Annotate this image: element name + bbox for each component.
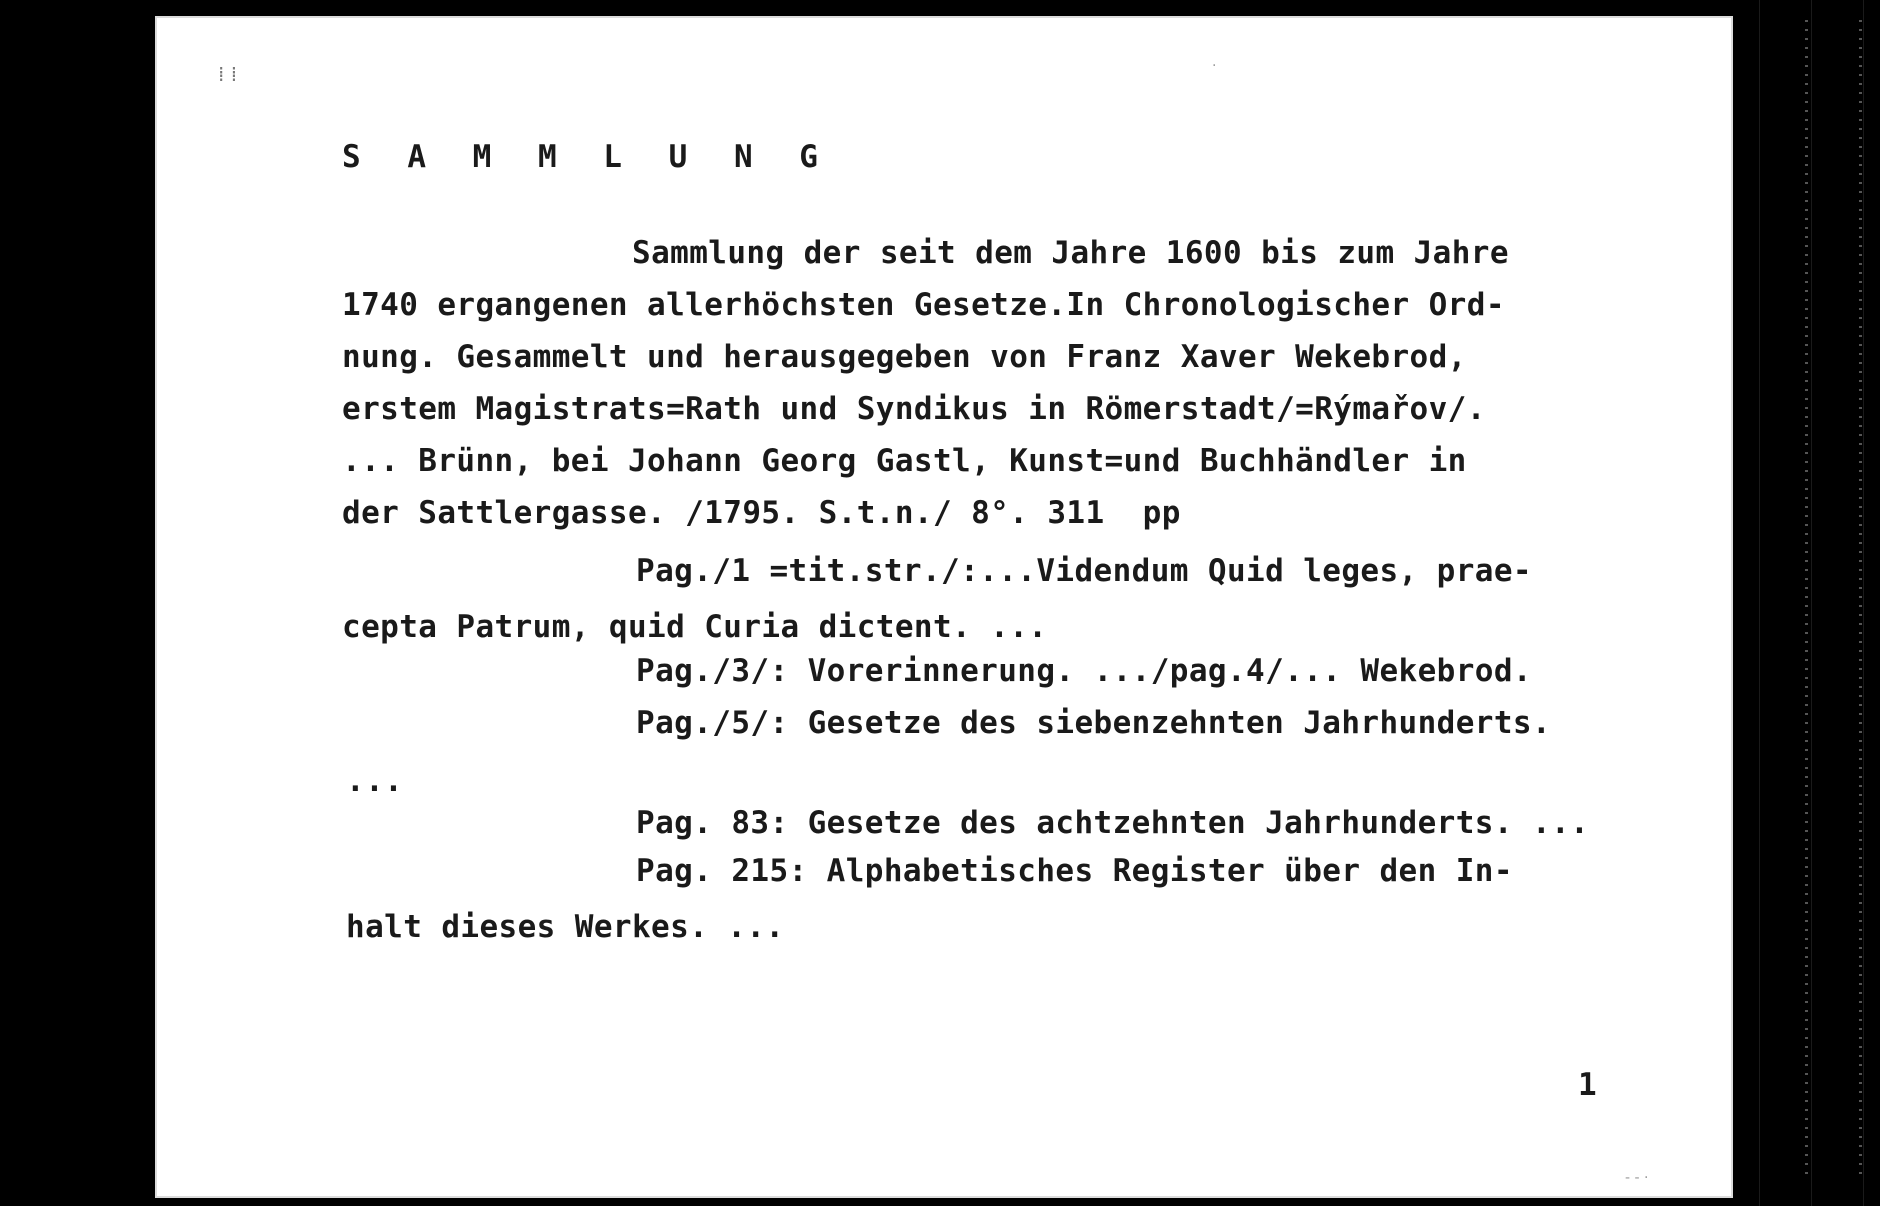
page-number: 1 xyxy=(1578,1067,1598,1103)
text-line: ... Brünn, bei Johann Georg Gastl, Kunst=und Buchhändler in xyxy=(342,443,1467,479)
text-line: der Sattlergasse. /1795. S.t.n./ 8°. 311 pp xyxy=(342,495,1181,531)
film-perforation xyxy=(1805,20,1808,1180)
scan-speck: - - · xyxy=(1625,1170,1649,1186)
text-line: Pag./3/: Vorerinnerung. .../pag.4/... Wekebrod. xyxy=(636,653,1532,689)
text-line: halt dieses Werkes. ... xyxy=(346,909,785,945)
text-line: Pag. 83: Gesetze des achtzehnten Jahrhunderts. ... xyxy=(636,805,1590,841)
text-line: 1740 ergangenen allerhöchsten Gesetze.In Chronologischer Ord- xyxy=(342,287,1505,323)
catalog-card xyxy=(155,16,1733,1198)
card-heading: S A M M L U N G xyxy=(342,139,832,175)
scan-marks: ⁞ ⁞ xyxy=(218,62,238,86)
text-line: erstem Magistrats=Rath und Syndikus in Römerstadt/=Rýmařov/. xyxy=(342,391,1486,427)
scan-speck: · xyxy=(1212,58,1217,74)
text-line: Sammlung der seit dem Jahre 1600 bis zum Jahre xyxy=(632,235,1509,271)
text-line: Pag./5/: Gesetze des siebenzehnten Jahrhunderts. xyxy=(636,705,1552,741)
text-line: Pag./1 =tit.str./:...Videndum Quid leges, prae- xyxy=(636,553,1532,589)
film-perforation xyxy=(1859,20,1862,1180)
text-line: Pag. 215: Alphabetisches Register über den In- xyxy=(636,853,1513,889)
text-line: ... xyxy=(346,763,404,799)
film-edge xyxy=(1733,0,1880,1206)
text-line: cepta Patrum, quid Curia dictent. ... xyxy=(342,609,1048,645)
text-line: nung. Gesammelt und herausgegeben von Franz Xaver Wekebrod, xyxy=(342,339,1467,375)
